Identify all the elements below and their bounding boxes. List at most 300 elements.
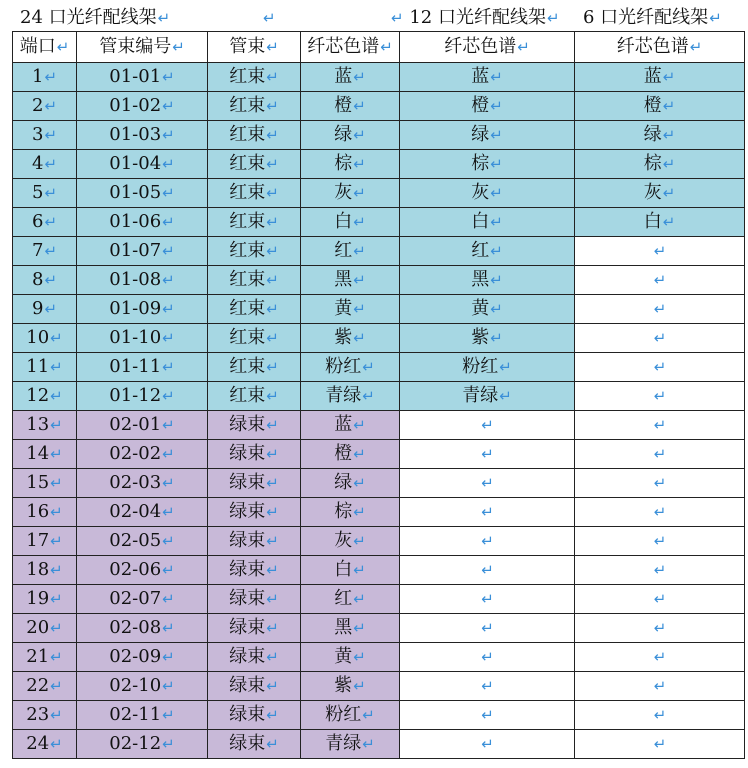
return-mark-icon: ↵	[266, 503, 279, 521]
cell-port: 10↵	[13, 324, 77, 353]
cell-fiber-color-6	[575, 672, 745, 701]
cell-port: 9↵	[13, 295, 77, 324]
table-header-row	[13, 32, 745, 63]
return-mark-icon: ↵	[490, 329, 503, 347]
cell-fiber-color-12: 白↵	[400, 208, 575, 237]
cell-fiber-color-6	[575, 382, 745, 411]
table-row	[13, 179, 745, 208]
cell-port: 4↵	[13, 150, 77, 179]
return-mark-icon: ↵	[266, 300, 279, 318]
cell-fiber-color-6: 绿↵	[575, 121, 745, 150]
cell-bundle-number: 01-02↵	[77, 92, 208, 121]
return-mark-icon: ↵	[353, 416, 366, 434]
cell-bundle-number: 01-04↵	[77, 150, 208, 179]
table-row	[13, 614, 745, 643]
table-row	[13, 527, 745, 556]
return-mark-icon: ↵	[653, 590, 667, 608]
table-row	[13, 498, 745, 527]
cell-fiber-color-6	[575, 411, 745, 440]
cell-fiber-color-12	[400, 469, 575, 498]
return-mark-icon: ↵	[162, 155, 175, 173]
cell-fiber-color-24: 紫↵	[301, 324, 400, 353]
cell-fiber-color-24: 绿↵	[301, 469, 400, 498]
title-24-port-frame: 24 口光纤配线架↵	[20, 7, 171, 28]
return-mark-icon: ↵	[662, 184, 676, 202]
cell-fiber-color-6	[575, 266, 745, 295]
return-mark-icon: ↵	[653, 445, 667, 463]
table-row	[13, 672, 745, 701]
cell-fiber-color-24: 蓝↵	[301, 411, 400, 440]
return-mark-icon: ↵	[50, 416, 63, 434]
cell-fiber-color-12: 黄↵	[400, 295, 575, 324]
cell-bundle: 红束↵	[208, 237, 301, 266]
cell-fiber-color-24: 绿↵	[301, 121, 400, 150]
cell-bundle: 绿束↵	[208, 440, 301, 469]
return-mark-icon: ↵	[353, 648, 366, 666]
cell-bundle: 红束↵	[208, 92, 301, 121]
table-row	[13, 92, 745, 121]
return-mark-icon: ↵	[266, 126, 279, 144]
return-mark-icon: ↵	[353, 155, 366, 173]
table-row	[13, 701, 745, 730]
cell-bundle-number: 01-07↵	[77, 237, 208, 266]
return-mark-icon: ↵	[481, 735, 494, 753]
return-mark-icon: ↵	[266, 445, 279, 463]
cell-port: 7↵	[13, 237, 77, 266]
cell-bundle: 绿束↵	[208, 730, 301, 759]
cell-bundle: 红束↵	[208, 208, 301, 237]
cell-fiber-color-24: 黄↵	[301, 295, 400, 324]
cell-fiber-color-24: 青绿↵	[301, 730, 400, 759]
header-fiber-color-24: 纤芯色谱↵	[301, 32, 400, 63]
cell-port: 15↵	[13, 469, 77, 498]
table-row	[13, 237, 745, 266]
cell-fiber-color-6	[575, 730, 745, 759]
cell-bundle-number: 02-10↵	[77, 672, 208, 701]
cell-fiber-color-12	[400, 527, 575, 556]
header-port: 端口↵	[13, 32, 77, 63]
cell-fiber-color-6	[575, 237, 745, 266]
return-mark-icon: ↵	[490, 271, 503, 289]
return-mark-icon: ↵	[353, 532, 366, 550]
cell-fiber-color-6	[575, 556, 745, 585]
cell-fiber-color-12	[400, 701, 575, 730]
cell-bundle-number: 01-09↵	[77, 295, 208, 324]
return-mark-icon: ↵	[162, 358, 175, 376]
return-mark-icon: ↵	[266, 97, 279, 115]
cell-bundle-number: 02-09↵	[77, 643, 208, 672]
table-row	[13, 382, 745, 411]
return-mark-icon: ↵	[490, 68, 503, 86]
cell-fiber-color-6	[575, 469, 745, 498]
cell-fiber-color-6: 白↵	[575, 208, 745, 237]
cell-fiber-color-24: 白↵	[301, 208, 400, 237]
return-mark-icon: ↵	[162, 677, 175, 695]
cell-bundle: 绿束↵	[208, 527, 301, 556]
cell-fiber-color-12: 粉红↵	[400, 353, 575, 382]
cell-fiber-color-6: 蓝↵	[575, 63, 745, 92]
return-mark-icon: ↵	[266, 532, 279, 550]
cell-bundle: 绿束↵	[208, 498, 301, 527]
return-mark-icon: ↵	[162, 706, 175, 724]
return-mark-icon: ↵	[353, 97, 366, 115]
return-mark-icon: ↵	[162, 735, 175, 753]
return-mark-icon: ↵	[353, 561, 366, 579]
title-12-port-frame: ↵ 12 口光纤配线架↵	[391, 7, 560, 28]
return-mark-icon: ↵	[157, 9, 171, 27]
cell-bundle: 红束↵	[208, 63, 301, 92]
cell-port: 22↵	[13, 672, 77, 701]
return-mark-icon: ↵	[653, 242, 667, 260]
cell-bundle-number: 02-02↵	[77, 440, 208, 469]
cell-fiber-color-6	[575, 643, 745, 672]
cell-port: 21↵	[13, 643, 77, 672]
return-mark-icon: ↵	[546, 9, 560, 27]
cell-bundle: 红束↵	[208, 324, 301, 353]
cell-fiber-color-24: 白↵	[301, 556, 400, 585]
return-mark-icon: ↵	[266, 213, 279, 231]
return-mark-icon: ↵	[50, 532, 63, 550]
cell-fiber-color-12	[400, 730, 575, 759]
return-mark-icon: ↵	[266, 387, 279, 405]
cell-fiber-color-12: 黑↵	[400, 266, 575, 295]
return-mark-icon: ↵	[481, 706, 494, 724]
cell-bundle-number: 02-04↵	[77, 498, 208, 527]
cell-bundle: 红束↵	[208, 266, 301, 295]
return-mark-icon: ↵	[50, 706, 63, 724]
return-mark-icon: ↵	[490, 213, 503, 231]
return-mark-icon: ↵	[353, 503, 366, 521]
return-mark-icon: ↵	[50, 619, 63, 637]
cell-fiber-color-24: 红↵	[301, 237, 400, 266]
return-mark-icon: ↵	[662, 213, 676, 231]
cell-fiber-color-12: 蓝↵	[400, 63, 575, 92]
return-mark-icon: ↵	[481, 445, 494, 463]
return-mark-icon: ↵	[353, 619, 366, 637]
cell-port: 6↵	[13, 208, 77, 237]
cell-bundle-number: 02-06↵	[77, 556, 208, 585]
cell-port: 3↵	[13, 121, 77, 150]
return-mark-icon: ↵	[490, 126, 503, 144]
cell-fiber-color-6	[575, 701, 745, 730]
table-row	[13, 121, 745, 150]
return-mark-icon: ↵	[162, 474, 175, 492]
cell-bundle: 绿束↵	[208, 585, 301, 614]
return-mark-icon: ↵	[353, 184, 366, 202]
return-mark-icon: ↵	[266, 590, 279, 608]
cell-bundle: 绿束↵	[208, 672, 301, 701]
header-bundle: 管束↵	[208, 32, 301, 63]
cell-bundle-number: 01-05↵	[77, 179, 208, 208]
table-row	[13, 440, 745, 469]
return-mark-icon: ↵	[490, 97, 503, 115]
return-mark-icon: ↵	[653, 619, 667, 637]
cell-fiber-color-24: 粉红↵	[301, 353, 400, 382]
return-mark-icon: ↵	[162, 445, 175, 463]
cell-bundle: 绿束↵	[208, 469, 301, 498]
return-mark-icon: ↵	[162, 561, 175, 579]
return-mark-icon: ↵	[481, 532, 494, 550]
cell-fiber-color-24: 灰↵	[301, 179, 400, 208]
cell-fiber-color-6: 橙↵	[575, 92, 745, 121]
cell-fiber-color-6	[575, 614, 745, 643]
return-mark-icon: ↵	[162, 503, 175, 521]
cell-fiber-color-6: 灰↵	[575, 179, 745, 208]
cell-bundle-number: 02-05↵	[77, 527, 208, 556]
cell-fiber-color-24: 灰↵	[301, 527, 400, 556]
cell-port: 14↵	[13, 440, 77, 469]
return-mark-icon: ↵	[266, 329, 279, 347]
return-mark-icon: ↵	[353, 329, 366, 347]
cell-fiber-color-12	[400, 585, 575, 614]
cell-port: 12↵	[13, 382, 77, 411]
cell-fiber-color-24: 棕↵	[301, 150, 400, 179]
return-mark-icon: ↵	[653, 735, 667, 753]
cell-bundle-number: 02-07↵	[77, 585, 208, 614]
table-row	[13, 208, 745, 237]
return-mark-icon: ↵	[44, 155, 58, 173]
return-mark-icon: ↵	[499, 358, 512, 376]
return-mark-icon: ↵	[353, 445, 366, 463]
return-mark-icon: ↵	[162, 619, 175, 637]
cell-fiber-color-24: 紫↵	[301, 672, 400, 701]
cell-port: 19↵	[13, 585, 77, 614]
return-mark-icon: ↵	[162, 68, 175, 86]
cell-fiber-color-24: 青绿↵	[301, 382, 400, 411]
cell-fiber-color-12	[400, 411, 575, 440]
cell-bundle-number: 02-08↵	[77, 614, 208, 643]
cell-fiber-color-12	[400, 672, 575, 701]
return-mark-icon: ↵	[353, 474, 366, 492]
return-mark-icon: ↵	[653, 706, 667, 724]
return-mark-icon: ↵	[162, 648, 175, 666]
cell-port: 20↵	[13, 614, 77, 643]
cell-fiber-color-12	[400, 498, 575, 527]
table-row	[13, 469, 745, 498]
table-row	[13, 643, 745, 672]
return-mark-icon: ↵	[44, 97, 58, 115]
return-mark-icon: ↵	[662, 68, 676, 86]
return-mark-icon: ↵	[653, 387, 667, 405]
return-mark-icon: ↵	[653, 677, 667, 695]
cell-bundle: 绿束↵	[208, 411, 301, 440]
return-mark-icon: ↵	[490, 184, 503, 202]
cell-bundle-number: 01-01↵	[77, 63, 208, 92]
return-mark-icon: ↵	[490, 300, 503, 318]
return-mark-icon: ↵	[266, 706, 279, 724]
cell-bundle: 红束↵	[208, 150, 301, 179]
cell-fiber-color-6	[575, 324, 745, 353]
return-mark-icon: ↵	[162, 416, 175, 434]
return-mark-icon: ↵	[362, 735, 375, 753]
return-mark-icon: ↵	[653, 271, 667, 289]
cell-bundle: 红束↵	[208, 121, 301, 150]
cell-fiber-color-12: 紫↵	[400, 324, 575, 353]
return-mark-icon: ↵	[50, 677, 63, 695]
return-mark-icon: ↵	[362, 706, 375, 724]
cell-fiber-color-12: 灰↵	[400, 179, 575, 208]
table-row	[13, 585, 745, 614]
return-mark-icon: ↵	[653, 561, 667, 579]
return-mark-icon: ↵	[653, 300, 667, 318]
return-mark-icon: ↵	[353, 213, 366, 231]
cell-fiber-color-6: 棕↵	[575, 150, 745, 179]
return-mark-icon: ↵	[266, 358, 279, 376]
header-fiber-color-12: 纤芯色谱↵	[400, 32, 575, 63]
return-mark-icon: ↵	[266, 68, 279, 86]
return-mark-icon: ↵	[709, 9, 722, 27]
return-mark-icon: ↵	[266, 416, 279, 434]
table-row	[13, 295, 745, 324]
cell-fiber-color-24: 橙↵	[301, 92, 400, 121]
cell-bundle-number: 02-11↵	[77, 701, 208, 730]
return-mark-icon: ↵	[263, 9, 276, 27]
header-bundle-number: 管束编号↵	[77, 32, 208, 63]
cell-fiber-color-6	[575, 527, 745, 556]
return-mark-icon: ↵	[50, 561, 63, 579]
return-mark-icon: ↵	[162, 97, 175, 115]
cell-fiber-color-24: 棕↵	[301, 498, 400, 527]
cell-fiber-color-24: 蓝↵	[301, 63, 400, 92]
table-row	[13, 730, 745, 759]
cell-fiber-color-24: 粉红↵	[301, 701, 400, 730]
return-mark-icon: ↵	[266, 271, 279, 289]
return-mark-icon: ↵	[44, 300, 58, 318]
return-mark-icon: ↵	[44, 184, 58, 202]
cell-port: 11↵	[13, 353, 77, 382]
table-row	[13, 353, 745, 382]
cell-fiber-color-6	[575, 353, 745, 382]
return-mark-icon: ↵	[353, 300, 366, 318]
cell-fiber-color-24: 黑↵	[301, 266, 400, 295]
return-mark-icon: ↵	[50, 648, 63, 666]
table-body	[13, 63, 745, 759]
return-mark-icon: ↵	[353, 68, 366, 86]
return-mark-icon: ↵	[266, 561, 279, 579]
return-mark-icon: ↵	[662, 97, 676, 115]
return-mark-icon: ↵	[653, 329, 667, 347]
cell-bundle: 绿束↵	[208, 556, 301, 585]
cell-fiber-color-24: 黄↵	[301, 643, 400, 672]
return-mark-icon: ↵	[266, 155, 279, 173]
return-mark-icon: ↵	[266, 242, 279, 260]
cell-port: 17↵	[13, 527, 77, 556]
return-mark-icon: ↵	[481, 416, 494, 434]
cell-bundle: 红束↵	[208, 295, 301, 324]
cell-bundle: 绿束↵	[208, 643, 301, 672]
return-mark-icon: ↵	[662, 126, 676, 144]
cell-port: 23↵	[13, 701, 77, 730]
cell-fiber-color-24: 黑↵	[301, 614, 400, 643]
return-mark-icon: ↵	[353, 126, 366, 144]
cell-fiber-color-12	[400, 643, 575, 672]
cell-fiber-color-12	[400, 614, 575, 643]
cell-bundle-number: 02-12↵	[77, 730, 208, 759]
return-mark-icon: ↵	[50, 445, 63, 463]
cell-fiber-color-24: 红↵	[301, 585, 400, 614]
cell-fiber-color-12: 青绿↵	[400, 382, 575, 411]
return-mark-icon: ↵	[499, 387, 512, 405]
cell-bundle-number: 02-01↵	[77, 411, 208, 440]
return-mark-icon: ↵	[481, 561, 494, 579]
cell-fiber-color-6	[575, 498, 745, 527]
return-mark-icon: ↵	[353, 242, 366, 260]
return-mark-icon: ↵	[481, 648, 494, 666]
return-mark-icon: ↵	[266, 648, 279, 666]
cell-port: 1↵	[13, 63, 77, 92]
return-mark-icon: ↵	[662, 155, 676, 173]
cell-bundle: 红束↵	[208, 353, 301, 382]
cell-port: 16↵	[13, 498, 77, 527]
return-mark-icon: ↵	[44, 68, 58, 86]
return-mark-icon: ↵	[266, 735, 279, 753]
return-mark-icon: ↵	[50, 590, 63, 608]
table-row	[13, 266, 745, 295]
cell-bundle-number: 01-06↵	[77, 208, 208, 237]
cell-fiber-color-12: 绿↵	[400, 121, 575, 150]
cell-bundle-number: 01-08↵	[77, 266, 208, 295]
return-mark-icon: ↵	[653, 474, 667, 492]
return-mark-icon: ↵	[44, 271, 58, 289]
cell-bundle: 红束↵	[208, 382, 301, 411]
return-mark-icon: ↵	[481, 677, 494, 695]
return-mark-icon: ↵	[362, 387, 375, 405]
cell-port: 24↵	[13, 730, 77, 759]
return-mark-icon: ↵	[50, 503, 63, 521]
return-mark-icon: ↵	[162, 590, 175, 608]
return-mark-icon: ↵	[266, 184, 279, 202]
cell-bundle-number: 02-03↵	[77, 469, 208, 498]
return-mark-icon: ↵	[162, 184, 175, 202]
return-mark-icon: ↵	[353, 677, 366, 695]
fiber-mapping-table	[12, 31, 745, 759]
return-mark-icon: ↵	[44, 242, 58, 260]
cell-port: 5↵	[13, 179, 77, 208]
return-mark-icon: ↵	[50, 387, 63, 405]
return-mark-icon: ↵	[44, 126, 58, 144]
cell-bundle: 绿束↵	[208, 701, 301, 730]
cell-bundle-number: 01-12↵	[77, 382, 208, 411]
return-mark-icon: ↵	[481, 503, 494, 521]
table-row	[13, 63, 745, 92]
return-mark-icon: ↵	[653, 358, 667, 376]
return-mark-icon: ↵	[162, 329, 175, 347]
cell-fiber-color-12: 橙↵	[400, 92, 575, 121]
cell-port: 13↵	[13, 411, 77, 440]
return-mark-icon: ↵	[490, 242, 503, 260]
return-mark-icon: ↵	[653, 532, 667, 550]
return-mark-icon: ↵	[266, 474, 279, 492]
return-mark-icon: ↵	[50, 474, 63, 492]
cell-fiber-color-24: 橙↵	[301, 440, 400, 469]
return-mark-icon: ↵	[44, 213, 58, 231]
table-row	[13, 411, 745, 440]
cell-bundle: 红束↵	[208, 179, 301, 208]
cell-bundle-number: 01-10↵	[77, 324, 208, 353]
return-mark-icon: ↵	[653, 416, 667, 434]
title-6-port-frame: 6 口光纤配线架↵	[583, 7, 722, 28]
cell-fiber-color-12: 棕↵	[400, 150, 575, 179]
return-mark-icon: ↵	[162, 387, 175, 405]
return-mark-icon: ↵	[481, 474, 494, 492]
cell-bundle: 绿束↵	[208, 614, 301, 643]
return-mark-icon: ↵	[50, 358, 63, 376]
return-mark-icon: ↵	[481, 590, 494, 608]
return-mark-icon: ↵	[50, 329, 63, 347]
return-mark-icon: ↵	[162, 300, 175, 318]
return-mark-icon: ↵	[162, 271, 175, 289]
cell-bundle-number: 01-03↵	[77, 121, 208, 150]
